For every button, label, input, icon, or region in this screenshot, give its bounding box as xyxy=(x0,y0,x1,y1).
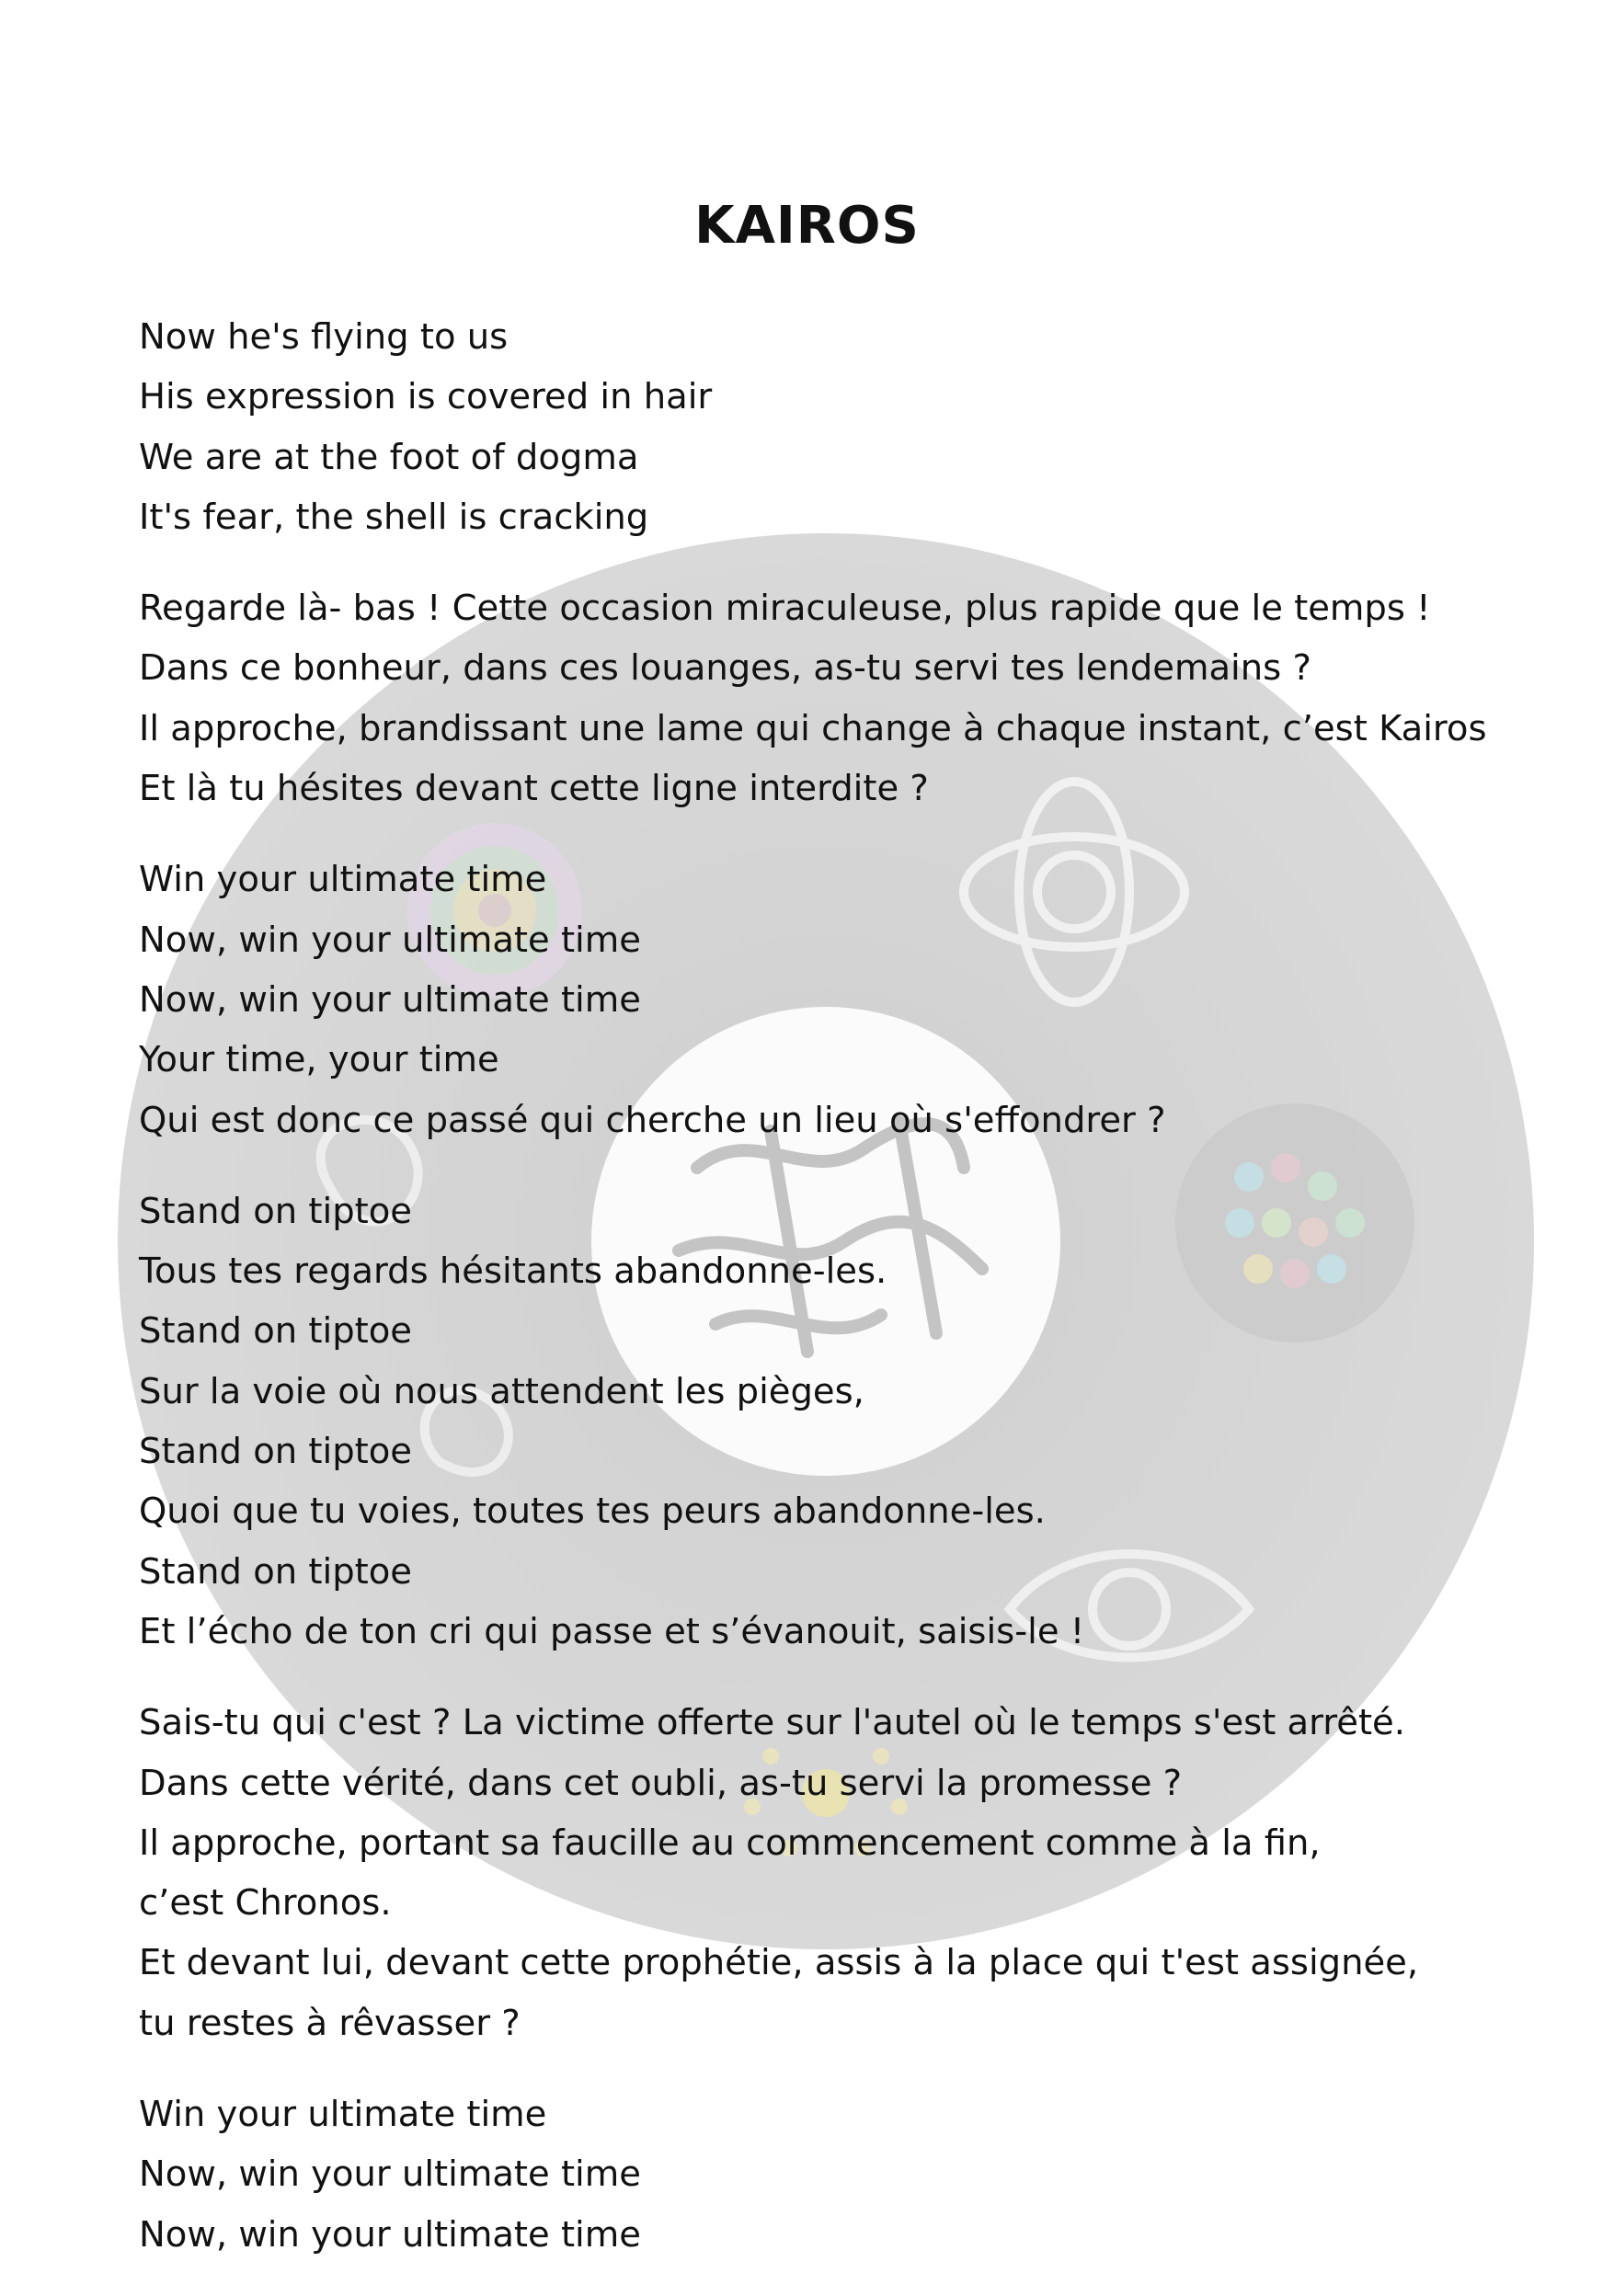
lyric-line: Quoi que tu voies, toutes tes peurs abandonne-les. xyxy=(139,1491,1046,1533)
lyric-line: Il approche, portant sa faucille au commencement comme à la fin, xyxy=(139,1822,1321,1864)
lyric-line: Stand on tiptoe xyxy=(139,1190,412,1232)
stanza-6 xyxy=(139,2085,1574,2265)
lyric-line: We are at the foot of dogma xyxy=(139,436,639,478)
song-title: KAIROS xyxy=(694,196,920,256)
lyric-line: c’est Chronos. xyxy=(139,1882,392,1925)
lyric-line: Now he's flying to us xyxy=(139,316,509,358)
lyric-line: Your time, your time xyxy=(139,1039,499,1081)
lyric-line: Stand on tiptoe xyxy=(139,1550,412,1593)
lyric-line: Now, win your ultimate time xyxy=(139,919,641,961)
lyrics-body xyxy=(139,307,1574,2296)
lyric-line: Regarde là- bas ! Cette occasion miraculeuse, plus rapide que le temps ! xyxy=(139,588,1431,630)
lyric-line: Now, win your ultimate time xyxy=(139,2213,641,2256)
lyric-line: Now, win your ultimate time xyxy=(139,978,641,1021)
lyric-line: It's fear, the shell is cracking xyxy=(139,496,649,538)
lyric-line: tu restes à rêvasser ? xyxy=(139,2002,521,2044)
lyric-line: Qui est donc ce passé qui cherche un lieu où s'effondrer ? xyxy=(139,1099,1166,1141)
lyric-line: Tous tes regards hésitants abandonne-les. xyxy=(139,1251,887,1293)
lyric-line: His expression is covered in hair xyxy=(139,376,713,418)
stanza-1 xyxy=(139,307,1574,547)
lyric-line: Sais-tu qui c'est ? La victime offerte sur l'autel où le temps s'est arrêté. xyxy=(139,1702,1405,1744)
lyric-line: Now, win your ultimate time xyxy=(139,2153,641,2196)
stanza-2 xyxy=(139,578,1574,818)
lyric-line: Et devant lui, devant cette prophétie, assis à la place qui t'est assignée, xyxy=(139,1942,1419,1984)
lyric-line: Stand on tiptoe xyxy=(139,1310,412,1353)
lyric-line: Stand on tiptoe xyxy=(139,1431,412,1473)
lyric-line: Et là tu hésites devant cette ligne interdite ? xyxy=(139,768,929,810)
lyric-line: Et l’écho de ton cri qui passe et s’évanouit, saisis-le ! xyxy=(139,1610,1085,1652)
lyric-line: Dans cette vérité, dans cet oubli, as-tu servi la promesse ? xyxy=(139,1762,1183,1804)
stanza-5 xyxy=(139,1693,1574,2053)
lyric-line: Il approche, brandissant une lame qui change à chaque instant, c’est Kairos xyxy=(139,707,1487,749)
stanza-4 xyxy=(139,1182,1574,1662)
lyric-line: Sur la voie où nous attendent les pièges, xyxy=(139,1370,864,1412)
lyric-line: Win your ultimate time xyxy=(139,859,547,901)
lyric-line: Win your ultimate time xyxy=(139,2094,547,2136)
stanza-3 xyxy=(139,850,1574,1149)
lyric-line: Dans ce bonheur, dans ces louanges, as-tu servi tes lendemains ? xyxy=(139,647,1311,690)
